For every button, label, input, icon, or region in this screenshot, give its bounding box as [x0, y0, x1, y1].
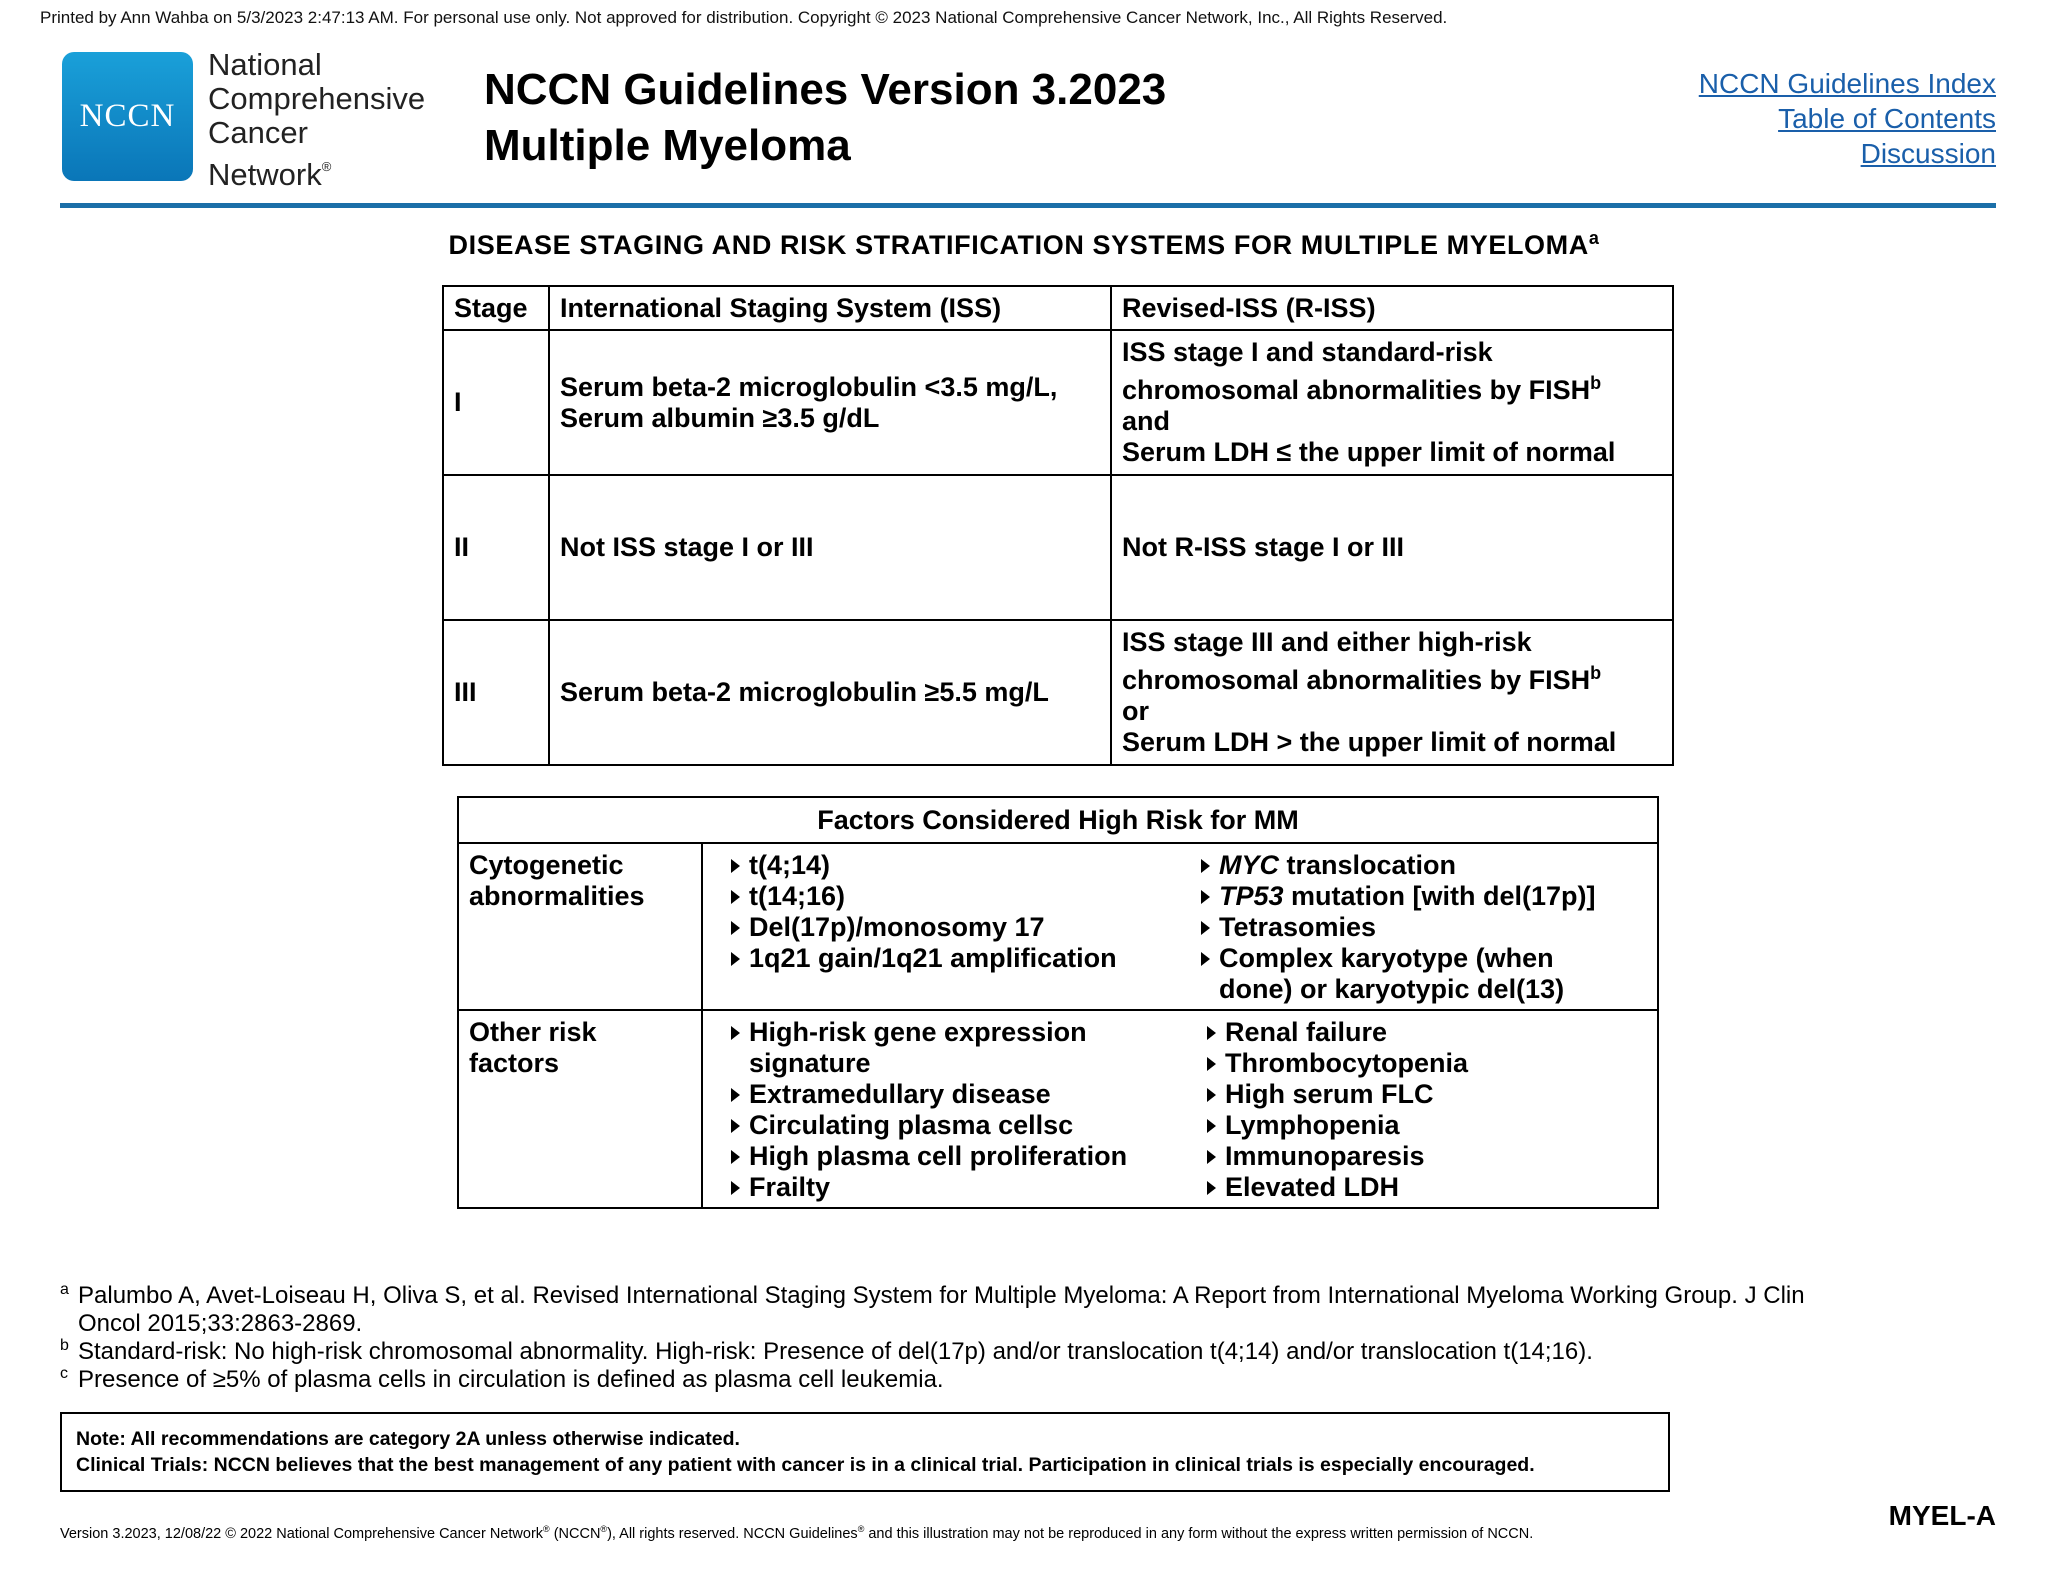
list-item: t(4;14)	[729, 850, 1199, 881]
stage-cell: I	[443, 330, 549, 475]
page-code: MYEL-A	[1888, 1500, 1996, 1531]
footnotes	[60, 1282, 1980, 1394]
discussion-link[interactable]: Discussion	[1860, 138, 1996, 169]
list-item: t(14;16)	[729, 881, 1199, 912]
list-item: TP53 mutation [with del(17p)]	[1199, 881, 1596, 912]
clinical-trials-text: Clinical Trials: NCCN believes that the best management of any patient with cancer is in a clinical trial. Participation in clinical trials is especially encouraged.	[76, 1454, 1535, 1476]
footnote: a Palumbo A, Avet-Loiseau H, Oliva S, et al. Revised International Staging System for Multiple Myeloma: A Report from International Myeloma Working Group. J Clin Oncol 2015;33:2863-2869.	[60, 1282, 1980, 1338]
riss-cell: ISS stage I and standard-risk chromosomal abnormalities by FISH$^b$ and Serum LDH ≤ the upper limit of normal	[1111, 330, 1673, 475]
list-item: Extramedullary disease	[729, 1079, 1199, 1110]
org-name-line: Comprehensive	[208, 81, 426, 116]
row-label: Cytogenetic abnormalities	[458, 843, 702, 1010]
footnote-ref[interactable]: a	[1588, 228, 1600, 248]
list-item: Complex karyotype (when done) or karyotypic del(13)	[1199, 943, 1596, 1005]
table-title: Factors Considered High Risk for MM	[458, 797, 1658, 843]
list-item: Elevated LDH	[1205, 1172, 1468, 1203]
high-risk-factors-table	[457, 796, 1659, 1209]
org-name	[208, 48, 425, 192]
footnote-ref[interactable]: b	[1590, 373, 1602, 393]
footnote-ref[interactable]: b	[1590, 663, 1602, 683]
list-item: High-risk gene expression signature	[729, 1017, 1199, 1079]
table-row	[443, 620, 1673, 765]
table-row	[443, 330, 1673, 475]
iss-cell: Serum beta-2 microglobulin ≥5.5 mg/L	[549, 620, 1111, 765]
table-row	[443, 475, 1673, 620]
org-name-line: Cancer	[208, 115, 308, 150]
table-row	[458, 1010, 1658, 1208]
list-item: Immunoparesis	[1205, 1141, 1468, 1172]
list-item: MYC translocation	[1199, 850, 1596, 881]
factor-list	[702, 843, 1658, 1010]
footnote-marker: a	[60, 1281, 69, 1298]
list-item: 1q21 gain/1q21 amplification	[729, 943, 1199, 974]
list-item: Thrombocytopenia	[1205, 1048, 1468, 1079]
section-title: DISEASE STAGING AND RISK STRATIFICATION SYSTEMS FOR MULTIPLE MYELOMA$^a$	[448, 228, 1600, 260]
guideline-version: NCCN Guidelines Version 3.2023	[484, 65, 1167, 114]
column-header: International Staging System (ISS)	[549, 286, 1111, 330]
factor-list	[702, 1010, 1658, 1208]
header-divider	[60, 203, 1996, 208]
guidelines-index-link[interactable]: NCCN Guidelines Index	[1698, 68, 1996, 99]
org-name-line: National	[208, 47, 322, 82]
list-item: Lymphopenia	[1205, 1110, 1468, 1141]
print-notice: Printed by Ann Wahba on 5/3/2023 2:47:13 AM. For personal use only. Not approved for distribution. Copyright © 2023 National Comprehensive Cancer Network, Inc., All Rights Reserved.	[40, 8, 1448, 27]
table-header-row	[443, 286, 1673, 330]
footnote: b Standard-risk: No high-risk chromosomal abnormality. High-risk: Presence of del(17p) and/or translocation t(4;14) and/or translocation t(14;16).	[60, 1338, 1980, 1366]
note-text: Note: All recommendations are category 2A unless otherwise indicated.	[76, 1428, 740, 1450]
org-name-line: Network®	[208, 157, 332, 192]
riss-cell: Not R-ISS stage I or III	[1111, 475, 1673, 620]
staging-table	[442, 285, 1674, 766]
table-row	[458, 843, 1658, 1010]
table-of-contents-link[interactable]: Table of Contents	[1778, 103, 1996, 134]
nccn-logo[interactable]	[62, 52, 193, 181]
page-title	[484, 62, 1166, 174]
iss-cell: Serum beta-2 microglobulin <3.5 mg/L, Serum albumin ≥3.5 g/dL	[549, 330, 1111, 475]
footnote: c Presence of ≥5% of plasma cells in circulation is defined as plasma cell leukemia.	[60, 1366, 1980, 1394]
guideline-topic: Multiple Myeloma	[484, 121, 851, 170]
column-header: Revised-ISS (R-ISS)	[1111, 286, 1673, 330]
column-header: Stage	[443, 286, 549, 330]
logo-text: NCCN	[79, 98, 176, 134]
footnote-marker: b	[60, 1337, 69, 1354]
nav-links	[1699, 66, 1996, 171]
list-item: High serum FLC	[1205, 1079, 1468, 1110]
list-item: Renal failure	[1205, 1017, 1468, 1048]
list-item: Frailty	[729, 1172, 1199, 1203]
list-item: High plasma cell proliferation	[729, 1141, 1199, 1172]
table-header-row	[458, 797, 1658, 843]
footnote-marker: c	[60, 1365, 68, 1382]
iss-cell: Not ISS stage I or III	[549, 475, 1111, 620]
note-box	[60, 1412, 1670, 1492]
row-label: Other risk factors	[458, 1010, 702, 1208]
stage-cell: II	[443, 475, 549, 620]
list-item: Del(17p)/monosomy 17	[729, 912, 1199, 943]
list-item: Circulating plasma cellsc	[729, 1110, 1199, 1141]
list-item: Tetrasomies	[1199, 912, 1596, 943]
riss-cell: ISS stage III and either high-risk chromosomal abnormalities by FISH$^b$ or Serum LDH > the upper limit of normal	[1111, 620, 1673, 765]
version-copyright: Version 3.2023, 12/08/22 © 2022 National Comprehensive Cancer Network® (NCCN®), All rights reserved. NCCN Guidelines® and this illustration may not be reproduced in any form without the express written permission of NCCN.	[60, 1524, 1534, 1542]
stage-cell: III	[443, 620, 549, 765]
